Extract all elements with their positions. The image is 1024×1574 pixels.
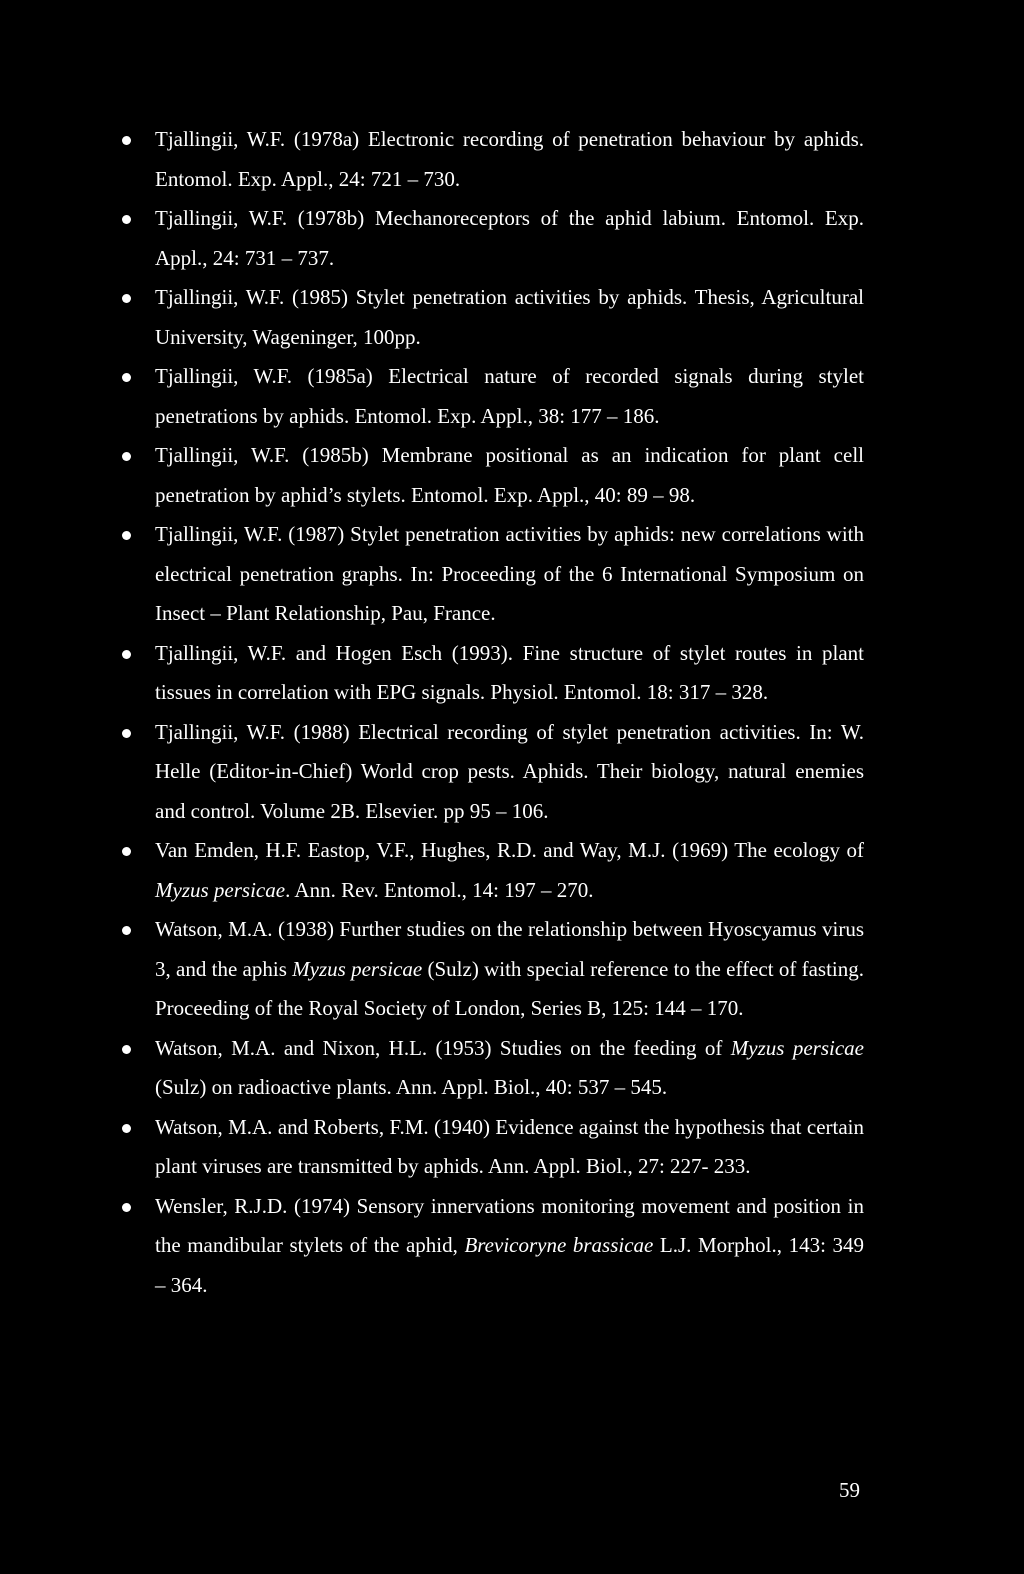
reference-segment: (Sulz) on radioactive plants. Ann. Appl. Biol., 40: 537 – 545. (155, 1075, 668, 1099)
bullet-icon (122, 729, 131, 738)
bullet-icon (122, 650, 131, 659)
reference-item (122, 515, 864, 634)
reference-item (122, 713, 864, 832)
reference-segment: Tjallingii, W.F. (1985b) Membrane positional as an indication for plant cell penetration by aphid’s stylets. Entomol. Exp. Appl., 40: 89 – 98. (155, 443, 864, 507)
reference-segment: Tjallingii, W.F. (1978a) Electronic recording of penetration behaviour by aphids. Entomol. Exp. Appl., 24: 721 – 730. (155, 127, 864, 191)
species-name: Myzus persicae (155, 877, 286, 902)
reference-text (155, 285, 864, 349)
reference-text (155, 522, 864, 625)
reference-text (155, 443, 864, 507)
reference-text (155, 127, 864, 191)
reference-list (122, 120, 864, 1305)
reference-item (122, 278, 864, 357)
reference-item (122, 1108, 864, 1187)
reference-segment: Wensler, R.J.D. (1974) Sensory innervations monitoring movement and position in the mandibular stylets of the aphid, (155, 1193, 864, 1257)
reference-item (122, 120, 864, 199)
reference-text (155, 1194, 864, 1297)
reference-segment: . Ann. Rev. Entomol., 14: 197 – 270. (285, 877, 594, 902)
species-name: Brevicoryne brassicae (464, 1233, 654, 1257)
bullet-icon (122, 1124, 131, 1133)
reference-item (122, 910, 864, 1029)
species-name: Myzus persicae (730, 1035, 864, 1060)
reference-segment: Tjallingii, W.F. and Hogen Esch (1993). Fine structure of stylet routes in plant tissues in correlation with EPG signals. Physiol. Entomol. 18: 317 – 328. (155, 640, 864, 704)
reference-text (155, 1115, 864, 1179)
bullet-icon (122, 926, 131, 935)
reference-segment: Watson, M.A. and Roberts, F.M. (1940) Evidence against the hypothesis that certain plant viruses are transmitted by aphids. Ann. Appl. Biol., 27: 227- 233. (155, 1114, 864, 1178)
reference-segment: Van Emden, H.F. Eastop, V.F., Hughes, R.D. and Way, M.J. (1969) The ecology of (155, 838, 864, 862)
reference-item (122, 1187, 864, 1306)
reference-item (122, 199, 864, 278)
reference-text (155, 917, 864, 1020)
reference-item (122, 634, 864, 713)
reference-text (155, 206, 864, 270)
reference-segment: L.J. Morphol., 143: 349 – 364. (155, 1233, 864, 1297)
species-name: Myzus persicae (292, 956, 423, 981)
reference-text (155, 641, 864, 705)
reference-text (155, 838, 864, 902)
reference-segment: Tjallingii, W.F. (1978b) Mechanoreceptors of the aphid labium. Entomol. Exp. Appl., 24: 731 – 737. (155, 206, 864, 270)
reference-text (155, 720, 864, 823)
reference-segment: Tjallingii, W.F. (1988) Electrical recording of stylet penetration activities. In: W. Helle (Editor-in-Chief) World crop pests. Aphids. Their biology, natural enemies and control. Volume 2B. Elsevier. pp 95 – 106. (155, 719, 864, 823)
reference-item (122, 1029, 864, 1108)
bullet-icon (122, 847, 131, 856)
bullet-icon (122, 452, 131, 461)
bullet-icon (122, 531, 131, 540)
reference-segment: Tjallingii, W.F. (1985a) Electrical nature of recorded signals during stylet penetrations by aphids. Entomol. Exp. Appl., 38: 177 – 186. (155, 364, 864, 428)
reference-segment: Tjallingii, W.F. (1985) Stylet penetration activities by aphids. Thesis, Agricultural University, Wageninger, 100pp. (155, 285, 864, 349)
reference-segment: Watson, M.A. (1938) Further studies on the relationship between Hyoscyamus virus 3, and the aphis (155, 917, 864, 981)
reference-text (155, 364, 864, 428)
reference-item (122, 436, 864, 515)
bullet-icon (122, 294, 131, 303)
reference-segment: (Sulz) with special reference to the effect of fasting. Proceeding of the Royal Society of London, Series B, 125: 144 – 170. (155, 956, 864, 1020)
bullet-icon (122, 215, 131, 224)
bullet-icon (122, 373, 131, 382)
bullet-icon (122, 1203, 131, 1212)
reference-item (122, 357, 864, 436)
reference-text (155, 1036, 864, 1100)
reference-segment: Tjallingii, W.F. (1987) Stylet penetration activities by aphids: new correlations with electrical penetration graphs. In: Proceeding of the 6 International Symposium on Insect – Plant Relationship, Pau, France. (155, 522, 864, 625)
bullet-icon (122, 136, 131, 145)
reference-item (122, 831, 864, 910)
reference-segment: Watson, M.A. and Nixon, H.L. (1953) Studies on the feeding of (155, 1035, 731, 1060)
page-number: 59 (839, 1478, 860, 1502)
bullet-icon (122, 1045, 131, 1054)
